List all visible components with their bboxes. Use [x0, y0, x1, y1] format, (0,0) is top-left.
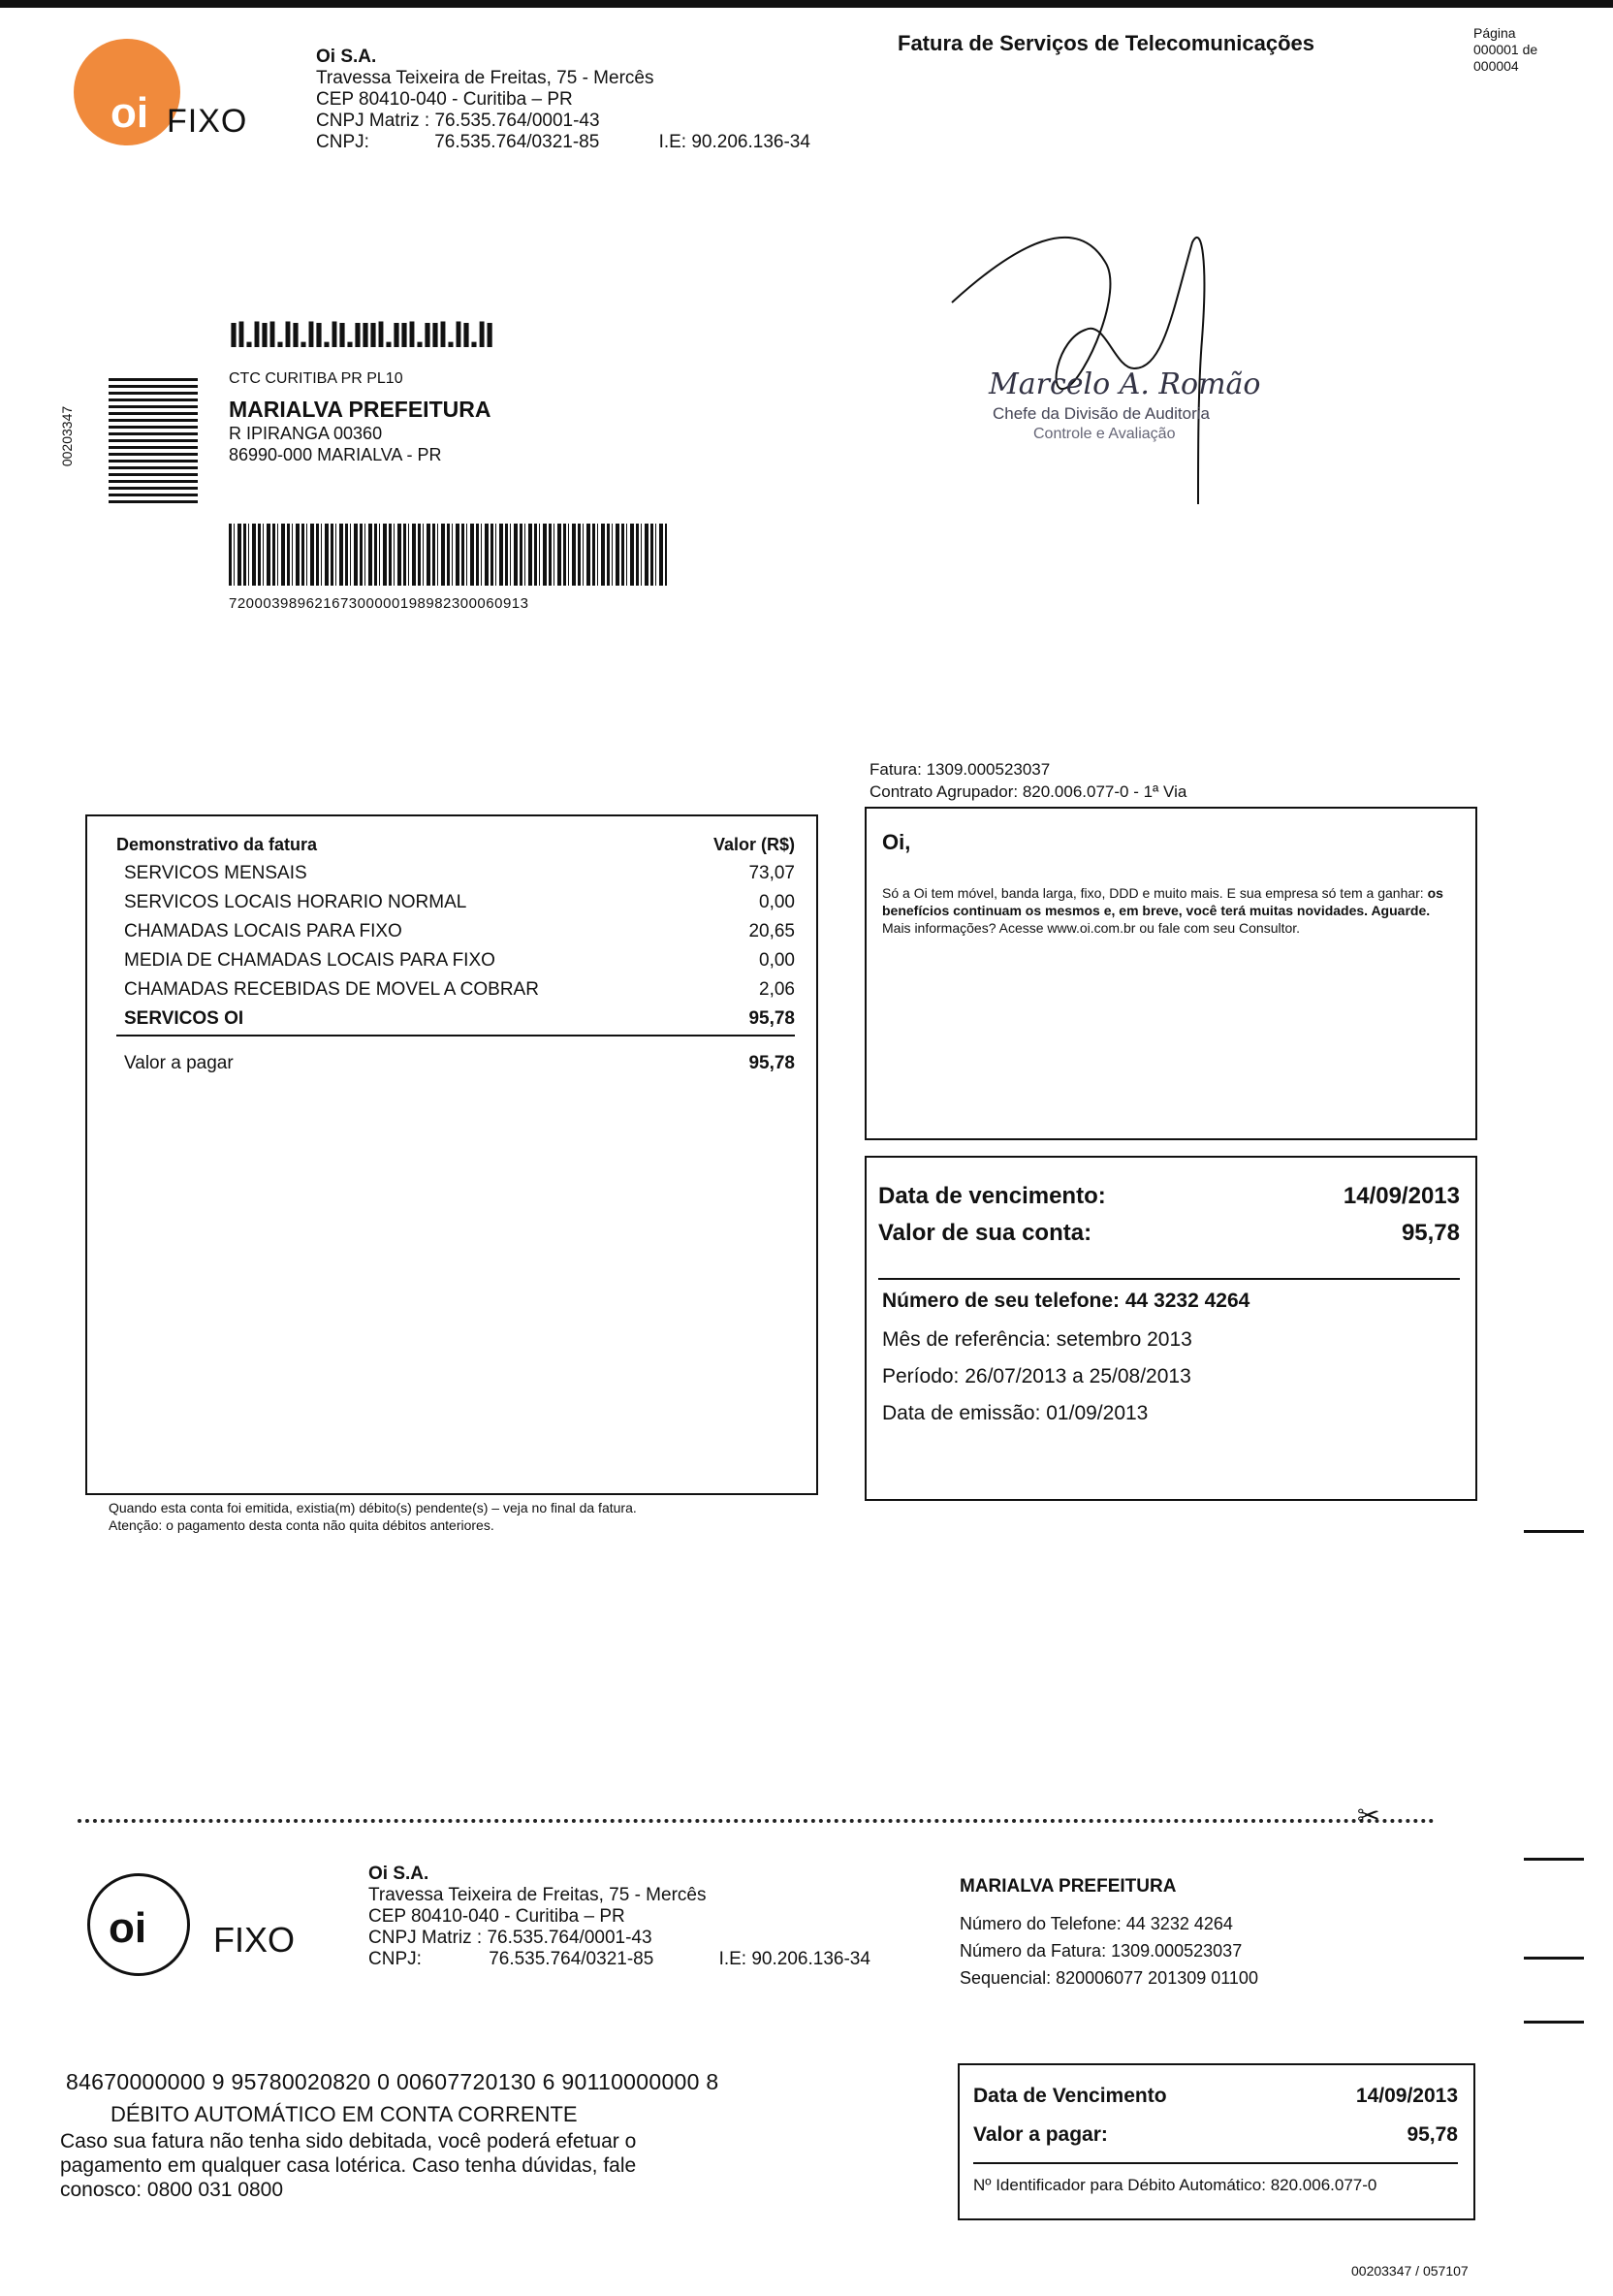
company-name: Oi S.A.: [316, 47, 377, 67]
demonstrativo-header-value: Valor (R$): [712, 835, 795, 854]
account-value-label: Valor de sua conta:: [878, 1220, 1092, 1246]
bottom-due-box: [958, 2063, 1475, 2220]
item-label: CHAMADAS LOCAIS PARA FIXO: [124, 921, 402, 941]
table-row: [116, 917, 795, 946]
item-value: 20,65: [748, 921, 795, 941]
company-cnpj-matriz: CNPJ Matriz : 76.535.764/0001-43: [368, 1928, 652, 1948]
company-cnpj-label: CNPJ:: [316, 132, 369, 152]
due-box: [865, 1156, 1477, 1501]
bottom-recipient-info: [960, 1873, 1258, 1992]
side-barcode-number: 00203347: [59, 405, 76, 467]
item-value: 0,00: [759, 892, 795, 912]
page-indicator: [1473, 25, 1537, 75]
oi-fixo-logo-bottom: [87, 1867, 320, 1984]
item-value: 2,06: [759, 979, 795, 1000]
signature-name: Marcelo A. Romão: [989, 367, 1261, 401]
reference-month: Mês de referência: setembro 2013: [882, 1328, 1192, 1351]
message-text-part2: Mais informações? Acesse www.oi.com.br ou fale com seu Consultor.: [882, 920, 1301, 936]
bottom-pay-value: 95,78: [1407, 2123, 1458, 2146]
side-mark: [1524, 1858, 1584, 1861]
recipient-address: [229, 368, 490, 465]
company-info-bottom: [368, 1864, 870, 1970]
page-label: Página: [1473, 25, 1516, 41]
table-row: [116, 888, 795, 917]
due-date-row: [878, 1183, 1460, 1210]
side-mark: [1524, 1957, 1584, 1960]
table-row: [116, 975, 795, 1004]
item-label: SERVICOS LOCAIS HORARIO NORMAL: [124, 892, 467, 912]
signature-stamp: [940, 223, 1289, 514]
item-value: 73,07: [748, 863, 795, 883]
payment-instructions: Caso sua fatura não tenha sido debitada, você poderá efetuar o pagamento em qualquer casa lotérica. Caso tenha dúvidas, fale conosco: 0800 031 0800: [60, 2130, 637, 2201]
item-label: CHAMADAS RECEBIDAS DE MOVEL A COBRAR: [124, 979, 539, 1000]
oi-fixo-logo: [50, 39, 248, 145]
company-cep: CEP 80410-040 - Curitiba – PR: [368, 1906, 625, 1927]
phone-number: Número de seu telefone: 44 3232 4264: [882, 1290, 1250, 1312]
demonstrativo-header-label: Demonstrativo da fatura: [116, 835, 318, 854]
logo-oi-text: oi: [111, 89, 149, 137]
bottom-due-date-label: Data de Vencimento: [973, 2085, 1167, 2107]
due-date-value: 14/09/2013: [1343, 1183, 1460, 1209]
company-cep: CEP 80410-040 - Curitiba – PR: [316, 89, 573, 110]
issue-date: Data de emissão: 01/09/2013: [882, 1402, 1149, 1424]
note-attention: Atenção: o pagamento desta conta não quita débitos anteriores.: [109, 1517, 494, 1533]
company-cnpj-row: [316, 132, 810, 153]
recipient-city: 86990-000 MARIALVA - PR: [229, 445, 442, 464]
total-row: [116, 1004, 795, 1036]
message-text: [882, 884, 1460, 937]
recipient-street: R IPIRANGA 00360: [229, 424, 383, 443]
linha-digitavel: 84670000000 9 95780020820 0 00607720130 6 90110000000 8: [66, 2069, 719, 2094]
bottom-pay-label: Valor a pagar:: [973, 2123, 1108, 2146]
notes: [109, 1499, 637, 1534]
bottom-fatura: Número da Fatura: 1309.000523037: [960, 1941, 1243, 1961]
company-ie: I.E: 90.206.136-34: [718, 1949, 870, 1969]
pay-label: Valor a pagar: [124, 1053, 234, 1073]
side-barcode-lines: [109, 378, 198, 504]
company-cnpj-matriz: CNPJ Matriz : 76.535.764/0001-43: [316, 111, 600, 131]
message-text-bold: os benefícios continuam os mesmos e, em breve, você terá muitas novidades. Aguarde.: [882, 885, 1443, 918]
barcode-number: 72000398962167300000198982300060913: [229, 595, 529, 612]
fatura-info: [870, 758, 1186, 803]
account-value-row: [878, 1220, 1460, 1247]
company-address: Travessa Teixeira de Freitas, 75 - Mercês: [368, 1885, 707, 1905]
bottom-phone: Número do Telefone: 44 3232 4264: [960, 1914, 1233, 1933]
footer-number: 00203347 / 057107: [1351, 2263, 1469, 2279]
demonstrativo-header: [116, 830, 795, 859]
side-mark: [1524, 2021, 1584, 2024]
company-cnpj: 76.535.764/0321-85: [489, 1949, 654, 1969]
logo-oi-text-bottom: oi: [109, 1904, 147, 1952]
due-date-label: Data de vencimento:: [878, 1183, 1106, 1209]
contrato-agrupador: Contrato Agrupador: 820.006.077-0 - 1ª Via: [870, 782, 1187, 801]
billing-period: Período: 26/07/2013 a 25/08/2013: [882, 1365, 1191, 1387]
bottom-separator: [973, 2162, 1458, 2164]
company-address: Travessa Teixeira de Freitas, 75 - Mercês: [316, 68, 654, 88]
postal-barcode: Il.lIl.lI.lI.lI.IIIl.IIl.IIl.lI.lI: [229, 315, 493, 355]
message-greeting: Oi,: [882, 830, 911, 854]
demonstrativo-box: [85, 814, 818, 1495]
item-label: MEDIA DE CHAMADAS LOCAIS PARA FIXO: [124, 950, 495, 971]
valor-a-pagar-row: [116, 1053, 795, 1074]
table-row: [116, 946, 795, 975]
account-value: 95,78: [1401, 1220, 1460, 1246]
bottom-pay-row: [973, 2123, 1458, 2147]
demonstrativo-table: [116, 830, 795, 1036]
company-cnpj-label: CNPJ:: [368, 1949, 422, 1969]
scissors-icon: ✂: [1357, 1801, 1380, 1831]
message-text-part1: Só a Oi tem móvel, banda larga, fixo, DDD e muito mais. E sua empresa só tem a ganhar:: [882, 885, 1428, 901]
side-barcode: [59, 378, 202, 504]
table-row: [116, 859, 795, 888]
bottom-due-date-row: [973, 2085, 1458, 2108]
recipient-ctc: CTC CURITIBA PR PL10: [229, 370, 403, 387]
debit-identifier: Nº Identificador para Débito Automático: 820.006.077-0: [973, 2176, 1377, 2194]
bottom-sequencial: Sequencial: 820006077 201309 01100: [960, 1968, 1258, 1988]
note-pending: Quando esta conta foi emitida, existia(m) débito(s) pendente(s) – veja no final da fatura.: [109, 1500, 637, 1515]
signature-dept: Controle e Avaliação: [1033, 426, 1176, 442]
company-ie: I.E: 90.206.136-34: [658, 132, 810, 152]
page-total: 000004: [1473, 58, 1519, 74]
company-cnpj: 76.535.764/0321-85: [434, 132, 600, 152]
barcode: [229, 524, 667, 586]
pay-value: 95,78: [748, 1053, 795, 1073]
company-name: Oi S.A.: [368, 1864, 429, 1884]
logo-fixo-text-bottom: FIXO: [213, 1920, 296, 1960]
company-info: [316, 47, 810, 153]
bottom-due-date-value: 14/09/2013: [1355, 2085, 1458, 2107]
signature-role: Chefe da Divisão de Auditoria: [993, 404, 1210, 423]
message-box: [865, 807, 1477, 1140]
logo-fixo-text: FIXO: [167, 103, 248, 140]
bottom-recipient-name: MARIALVA PREFEITURA: [960, 1876, 1177, 1897]
item-value: 0,00: [759, 950, 795, 971]
company-cnpj-row: [368, 1949, 870, 1970]
scan-top-edge: [0, 0, 1613, 8]
recipient-name: MARIALVA PREFEITURA: [229, 397, 491, 422]
item-label: SERVICOS MENSAIS: [124, 863, 307, 883]
fatura-number: Fatura: 1309.000523037: [870, 760, 1051, 779]
side-mark: [1524, 1530, 1584, 1533]
page-current: 000001 de: [1473, 42, 1538, 57]
due-separator: [878, 1278, 1460, 1280]
total-label: SERVICOS OI: [116, 1004, 685, 1036]
total-value: 95,78: [685, 1004, 795, 1036]
document-title: Fatura de Serviços de Telecomunicações: [898, 31, 1314, 55]
debito-automatico: DÉBITO AUTOMÁTICO EM CONTA CORRENTE: [111, 2102, 578, 2126]
cut-line: [78, 1819, 1435, 1823]
